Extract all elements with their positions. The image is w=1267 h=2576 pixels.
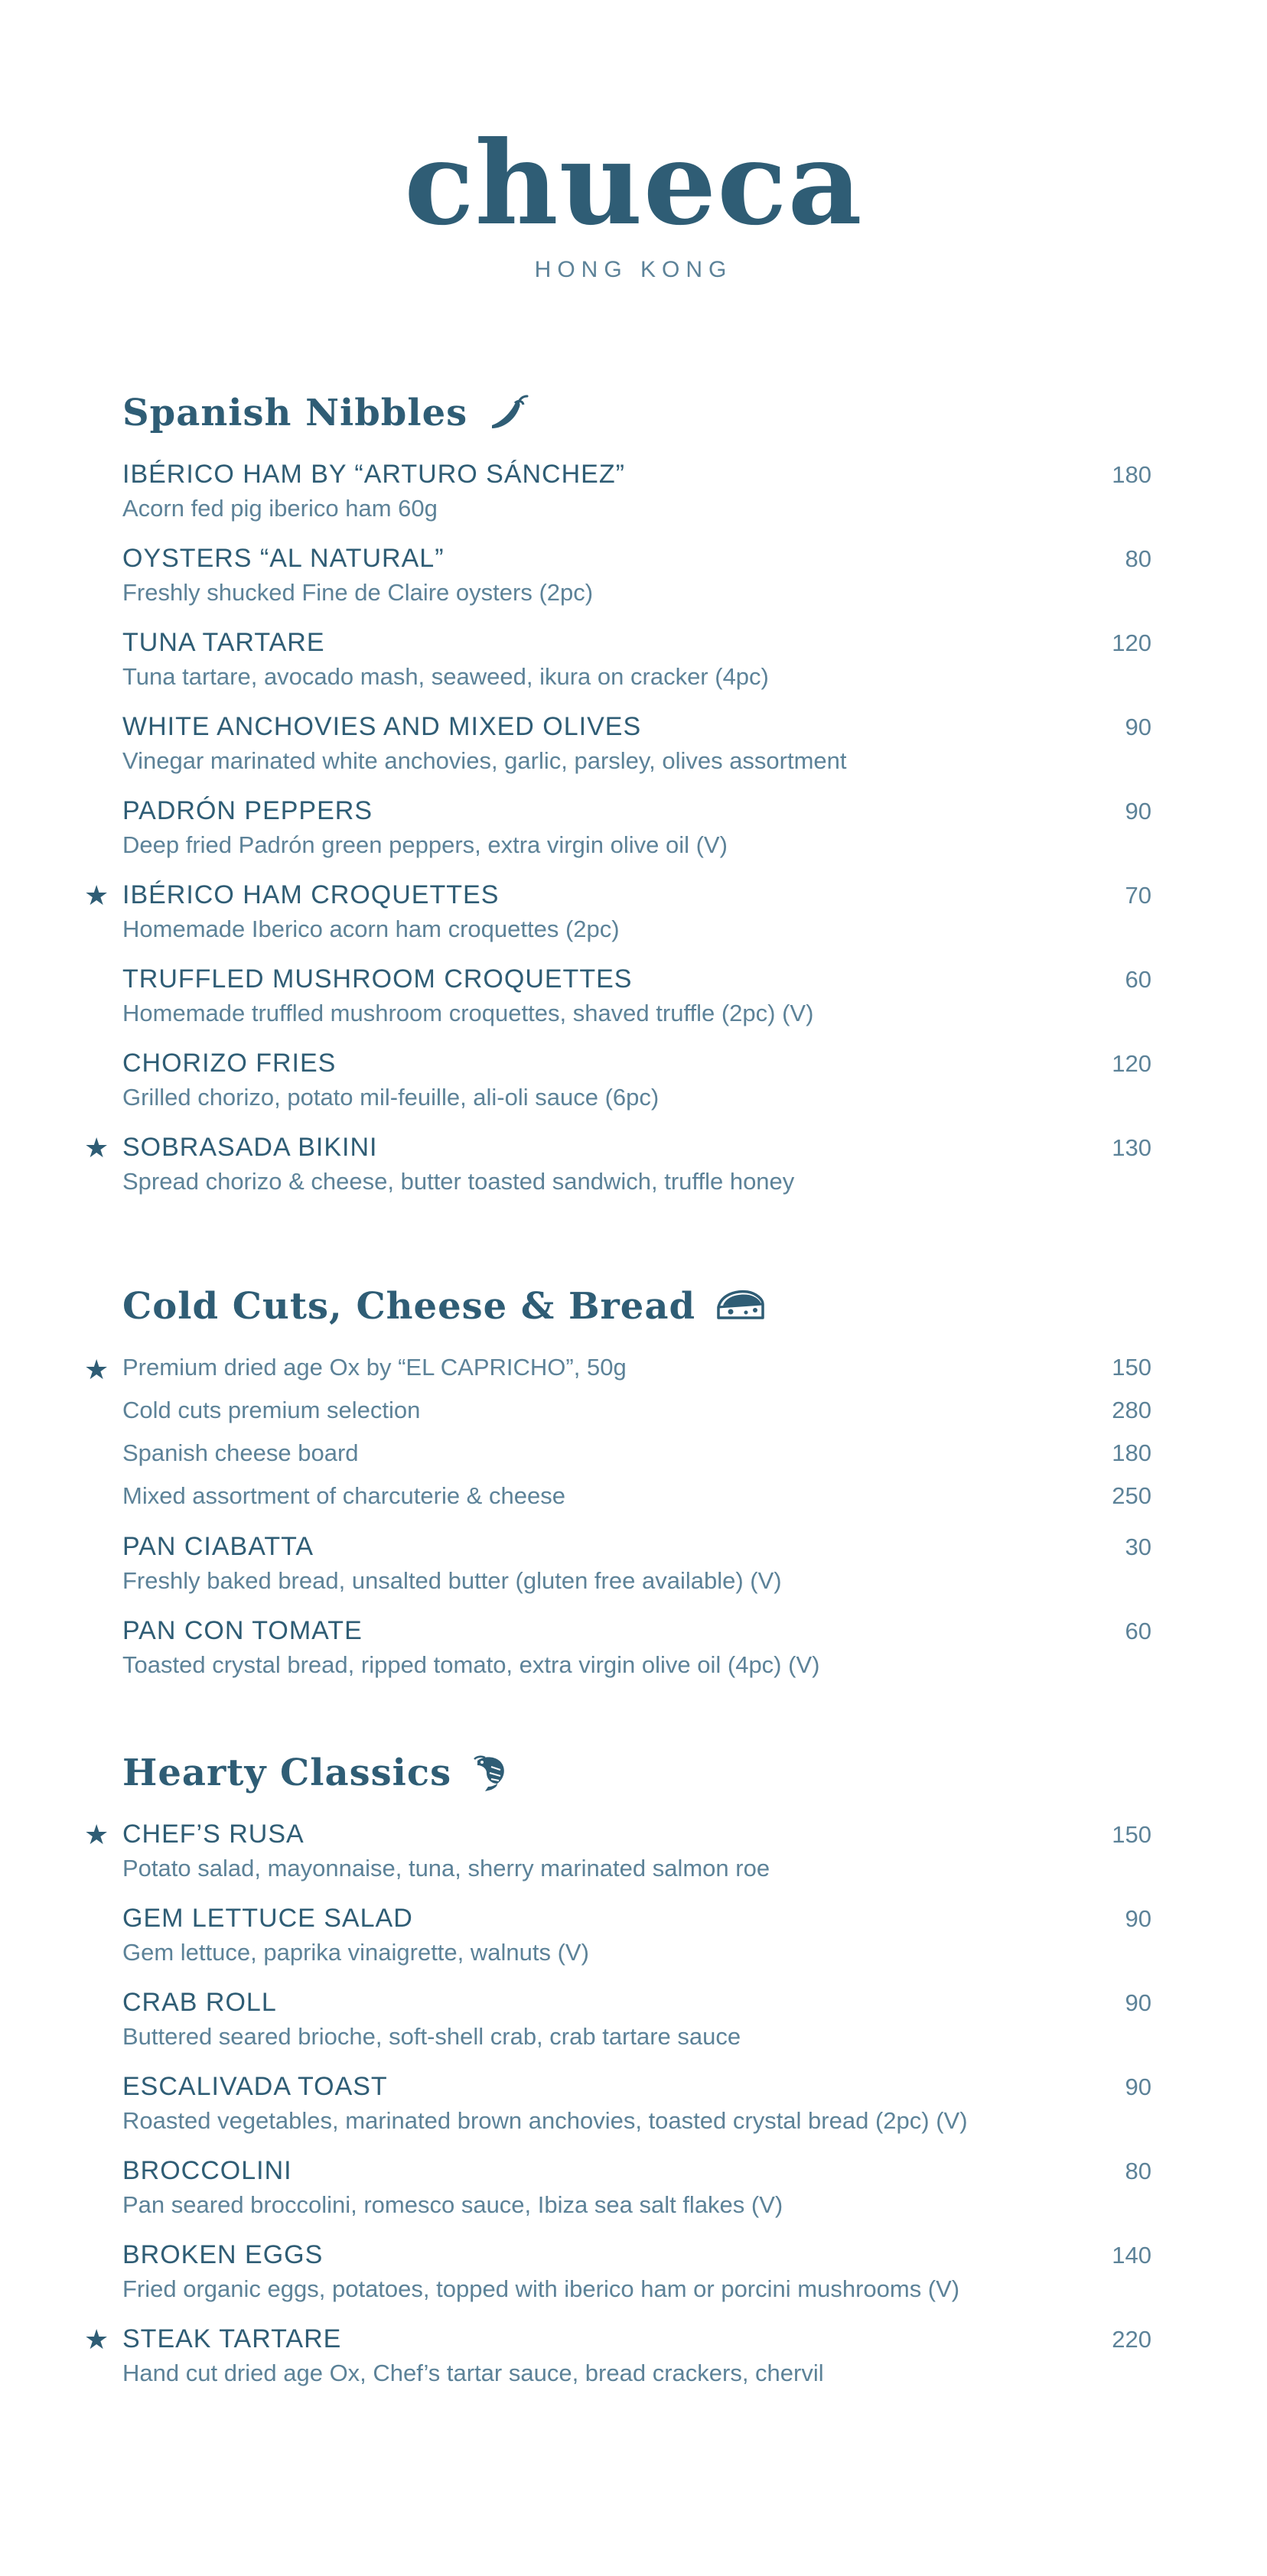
item-name: PAN CON TOMATE (122, 1616, 363, 1645)
item-price: 180 (1112, 1439, 1151, 1466)
item-name: Premium dried age Ox by “EL CAPRICHO”, 50g (122, 1354, 627, 1381)
menu-item-row (122, 1901, 1151, 1936)
item-name: OYSTERS “AL NATURAL” (122, 544, 445, 573)
item-description: Deep fried Padrón green peppers, extra virgin olive oil (V) (122, 831, 728, 858)
item-description: Hand cut dried age Ox, Chef’s tartar sauce, bread crackers, chervil (122, 2360, 824, 2386)
item-description: Tuna tartare, avocado mash, seaweed, ikura on cracker (4pc) (122, 663, 769, 690)
menu-simple-item (122, 1479, 1151, 1522)
item-name: PAN CIABATTA (122, 1532, 314, 1561)
menu-item-row (122, 710, 1151, 744)
menu-item (122, 2070, 1151, 2138)
menu-item (122, 710, 1151, 778)
menu-item-row (122, 2238, 1151, 2272)
menu-item-row (122, 1530, 1151, 1564)
menu-item (84, 2322, 1151, 2390)
chili-pepper-icon (487, 393, 530, 433)
menu-item (122, 1530, 1151, 1598)
item-price: 60 (1125, 966, 1151, 993)
section-cold-cuts (84, 1276, 1151, 1698)
item-name: BROKEN EGGS (122, 2240, 324, 2269)
menu-item-row (122, 1817, 1151, 1852)
menu-item (122, 1901, 1151, 1969)
item-name: Cold cuts premium selection (122, 1397, 421, 1423)
menu-item-row (122, 878, 1151, 912)
item-name: CRAB ROLL (122, 1988, 277, 2017)
item-description: Freshly baked bread, unsalted butter (gluten free available) (V) (122, 1567, 782, 1594)
menu-item (84, 878, 1151, 946)
cheese-icon (715, 1287, 766, 1325)
section-title: Hearty Classics (122, 1751, 452, 1794)
item-name: CHEF’S RUSA (122, 1820, 305, 1849)
item-price: 90 (1125, 1989, 1151, 2016)
menu-item-row (122, 2154, 1151, 2188)
item-price: 60 (1125, 1618, 1151, 1644)
item-price: 30 (1125, 1534, 1151, 1560)
shrimp-icon (471, 1753, 508, 1793)
menu-item-row (122, 626, 1151, 660)
star-icon: ★ (84, 1133, 109, 1164)
item-name: TUNA TARTARE (122, 628, 325, 657)
menu-simple-item (122, 1394, 1151, 1436)
menu-item (84, 1817, 1151, 1885)
menu-item-row (122, 1986, 1151, 2020)
item-price: 220 (1112, 2326, 1151, 2353)
section-hearty-classics (84, 1742, 1151, 2406)
item-name: ESCALIVADA TOAST (122, 2072, 388, 2101)
menu-item (84, 1130, 1151, 1199)
item-description: Buttered seared brioche, soft-shell crab, crab tartare sauce (122, 2023, 741, 2050)
item-price: 80 (1125, 545, 1151, 572)
item-price: 120 (1112, 629, 1151, 656)
menu-item (122, 1046, 1151, 1114)
menu-item-row (122, 2070, 1151, 2104)
item-price: 180 (1112, 461, 1151, 488)
item-description: Toasted crystal bread, ripped tomato, extra virgin olive oil (4pc) (V) (122, 1651, 820, 1678)
item-price: 120 (1112, 1050, 1151, 1077)
item-price: 90 (1125, 2073, 1151, 2100)
menu-item-row (122, 2322, 1151, 2356)
item-price: 140 (1112, 2242, 1151, 2269)
section-title: Spanish Nibbles (122, 392, 468, 434)
item-price: 80 (1125, 2158, 1151, 2184)
item-price: 250 (1112, 1482, 1151, 1509)
item-description: Acorn fed pig iberico ham 60g (122, 495, 438, 522)
menu-item (122, 1614, 1151, 1682)
menu-item-row (122, 1046, 1151, 1081)
brand-logo: chueca (404, 116, 863, 251)
item-description: Gem lettuce, paprika vinaigrette, walnuts (V) (122, 1939, 589, 1966)
item-price: 150 (1112, 1354, 1151, 1381)
section-heading (122, 1276, 1151, 1337)
section-heading (122, 382, 1151, 444)
item-price: 280 (1112, 1397, 1151, 1423)
item-description: Potato salad, mayonnaise, tuna, sherry marinated salmon roe (122, 1855, 770, 1882)
item-description: Homemade Iberico acorn ham croquettes (2pc) (122, 916, 620, 942)
star-icon: ★ (84, 2324, 109, 2356)
item-price: 70 (1125, 882, 1151, 909)
star-icon: ★ (84, 1355, 109, 1386)
menu-item (122, 962, 1151, 1030)
menu-item (122, 542, 1151, 610)
menu-item-row (122, 542, 1151, 576)
item-description: Fried organic eggs, potatoes, topped with iberico ham or porcini mushrooms (V) (122, 2275, 960, 2302)
item-price: 130 (1112, 1134, 1151, 1161)
menu-simple-item (84, 1351, 1151, 1394)
menu-item-row (122, 794, 1151, 828)
star-icon: ★ (84, 1820, 109, 1851)
menu-simple-item (122, 1436, 1151, 1479)
section-title: Cold Cuts, Cheese & Bread (122, 1285, 696, 1328)
item-name: IBÉRICO HAM CROQUETTES (122, 880, 500, 909)
item-name: WHITE ANCHOVIES AND MIXED OLIVES (122, 712, 642, 741)
section-spanish-nibbles (84, 382, 1151, 1215)
item-description: Vinegar marinated white anchovies, garlic, parsley, olives assortment (122, 747, 847, 774)
item-name: Mixed assortment of charcuterie & cheese (122, 1482, 565, 1509)
item-list (84, 1817, 1151, 2390)
item-description: Pan seared broccolini, romesco sauce, Ibiza sea salt flakes (V) (122, 2191, 783, 2218)
item-name: SOBRASADA BIKINI (122, 1133, 378, 1162)
menu-item (122, 794, 1151, 862)
menu-item (122, 2238, 1151, 2306)
menu-item (122, 1986, 1151, 2054)
item-description: Homemade truffled mushroom croquettes, shaved truffle (2pc) (V) (122, 1000, 814, 1026)
item-description: Roasted vegetables, marinated brown anchovies, toasted crystal bread (2pc) (V) (122, 2107, 968, 2134)
item-list (84, 457, 1151, 1199)
item-name: Spanish cheese board (122, 1439, 359, 1466)
simple-item-list (84, 1351, 1151, 1522)
menu-item (122, 626, 1151, 694)
item-price: 90 (1125, 1905, 1151, 1932)
menu-item-row (122, 962, 1151, 997)
menu-item-row (122, 1614, 1151, 1648)
item-description: Spread chorizo & cheese, butter toasted sandwich, truffle honey (122, 1168, 795, 1195)
item-name: STEAK TARTARE (122, 2324, 342, 2353)
menu-item (122, 2154, 1151, 2222)
item-description: Freshly shucked Fine de Claire oysters (2pc) (122, 579, 594, 606)
menu-item-row (122, 457, 1151, 492)
brand-location: HONG KONG (534, 257, 733, 282)
item-price: 90 (1125, 714, 1151, 740)
item-price: 90 (1125, 798, 1151, 825)
item-name: IBÉRICO HAM BY “ARTURO SÁNCHEZ” (122, 460, 625, 489)
menu-item-row (122, 1130, 1151, 1165)
section-heading (122, 1742, 1151, 1804)
star-icon: ★ (84, 880, 109, 912)
item-name: PADRÓN PEPPERS (122, 796, 373, 825)
item-list (122, 1530, 1151, 1682)
menu-item (122, 457, 1151, 525)
item-description: Grilled chorizo, potato mil-feuille, ali-oli sauce (6pc) (122, 1084, 660, 1111)
item-price: 150 (1112, 1821, 1151, 1848)
item-name: CHORIZO FRIES (122, 1049, 337, 1078)
item-name: GEM LETTUCE SALAD (122, 1904, 413, 1933)
item-name: BROCCOLINI (122, 2156, 292, 2185)
item-name: TRUFFLED MUSHROOM CROQUETTES (122, 964, 633, 994)
